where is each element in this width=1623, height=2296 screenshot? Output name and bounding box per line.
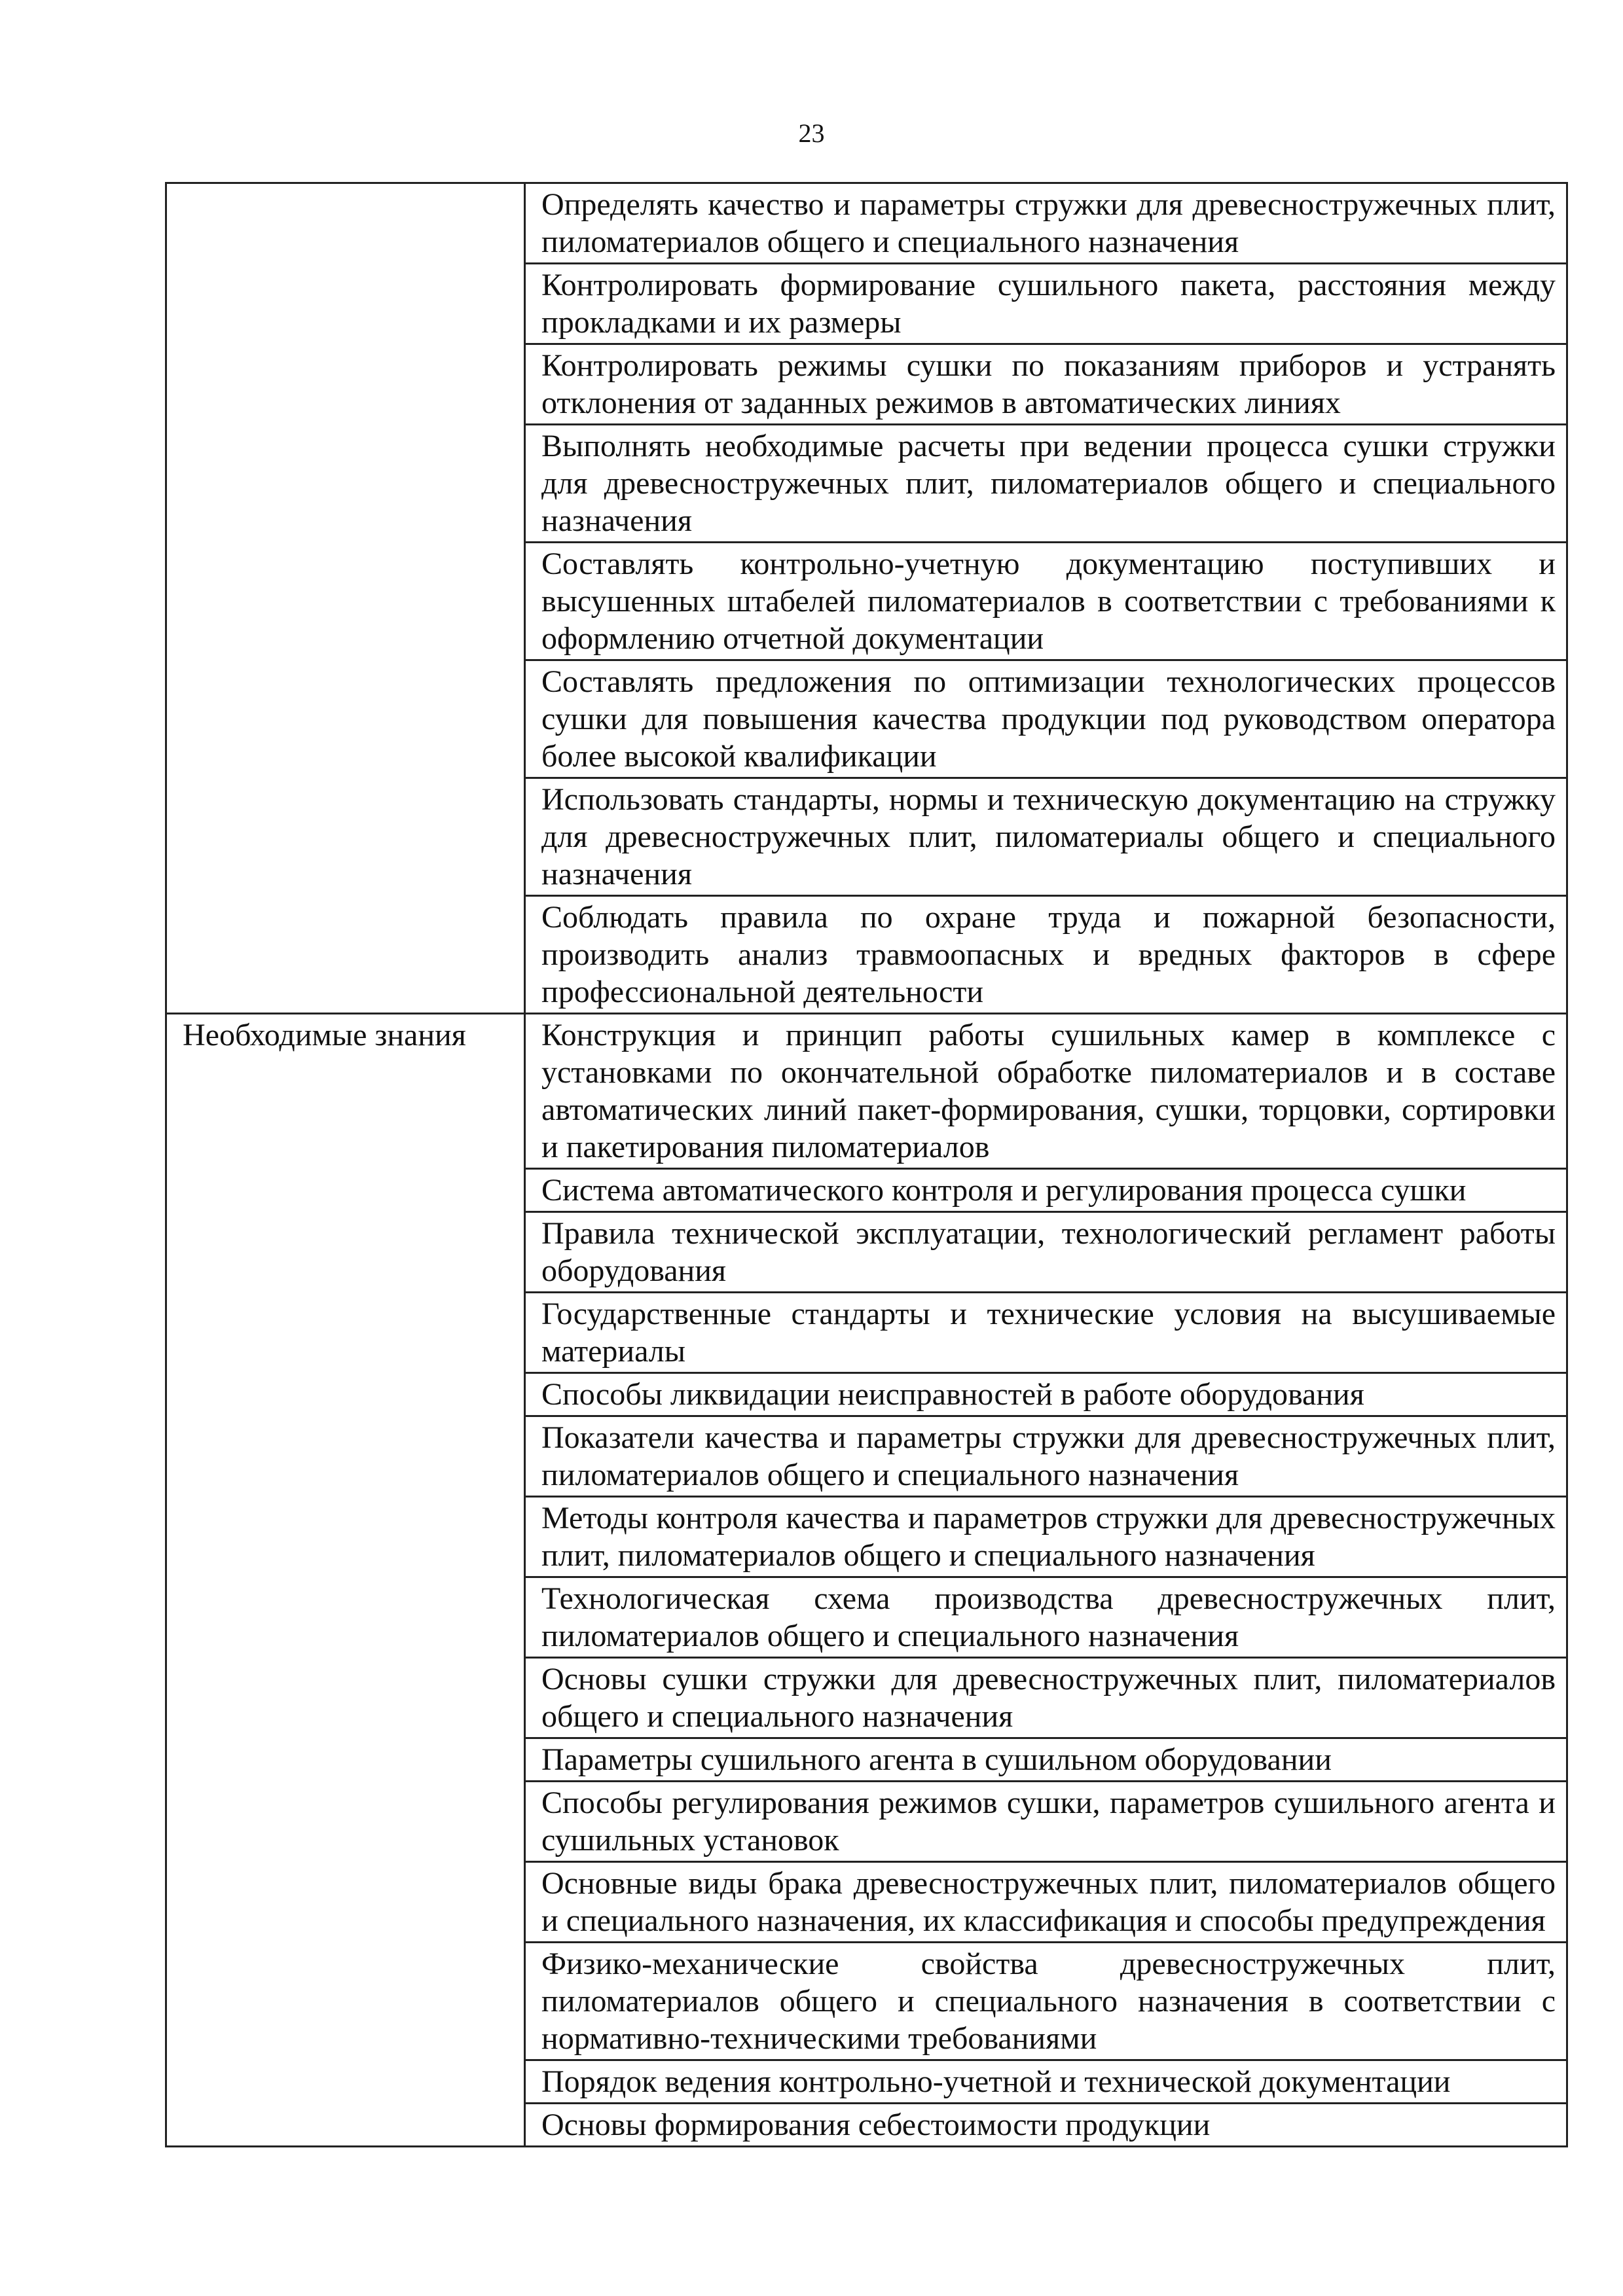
skills-item: Контролировать режимы сушки по показаниям приборов и устранять отклонения от заданных режимов в автоматических линиях [525, 344, 1567, 425]
knowledge-item: Способы регулирования режимов сушки, параметров сушильного агента и сушильных установок [525, 1782, 1567, 1862]
skills-item: Определять качество и параметры стружки для древесностружечных плит, пиломатериалов общего и специального назначения [525, 183, 1567, 264]
skills-label-cell [166, 183, 525, 1014]
knowledge-item: Технологическая схема производства древесностружечных плит, пиломатериалов общего и специального назначения [525, 1577, 1567, 1658]
knowledge-item: Физико-механические свойства древесностружечных плит, пиломатериалов общего и специального назначения в соответствии с нормативно-техническими требованиями [525, 1943, 1567, 2060]
page-number: 23 [798, 118, 825, 148]
knowledge-item: Параметры сушильного агента в сушильном оборудовании [525, 1738, 1567, 1782]
knowledge-item: Показатели качества и параметры стружки для древесностружечных плит, пиломатериалов общего и специального назначения [525, 1416, 1567, 1497]
knowledge-item: Основные виды брака древесностружечных плит, пиломатериалов общего и специального назначения, их классификация и способы предупреждения [525, 1862, 1567, 1943]
table-row [166, 1014, 1567, 1169]
knowledge-item: Порядок ведения контрольно-учетной и технической документации [525, 2060, 1567, 2104]
skills-item: Выполнять необходимые расчеты при ведении процесса сушки стружки для древесностружечных плит, пиломатериалов общего и специального назначения [525, 425, 1567, 543]
skills-item: Контролировать формирование сушильного пакета, расстояния между прокладками и их размеры [525, 264, 1567, 344]
knowledge-item: Конструкция и принцип работы сушильных камер в комплексе с установками по окончательной обработке пиломатериалов и в составе автоматических линий пакет-формирования, сушки, торцовки, сортировки и пакетирования пиломатериалов [525, 1014, 1567, 1169]
skills-item: Составлять предложения по оптимизации технологических процессов сушки для повышения качества продукции под руководством оператора более высокой квалификации [525, 660, 1567, 778]
knowledge-item: Правила технической эксплуатации, технологический регламент работы оборудования [525, 1212, 1567, 1293]
skills-item: Составлять контрольно-учетную документацию поступивших и высушенных штабелей пиломатериалов в соответствии с требованиями к оформлению отчетной документации [525, 543, 1567, 660]
table-body [166, 183, 1567, 2147]
knowledge-item: Методы контроля качества и параметров стружки для древесностружечных плит, пиломатериалов общего и специального назначения [525, 1497, 1567, 1577]
knowledge-item: Основы сушки стружки для древесностружечных плит, пиломатериалов общего и специального назначения [525, 1658, 1567, 1738]
knowledge-item: Основы формирования себестоимости продукции [525, 2104, 1567, 2147]
knowledge-item: Государственные стандарты и технические условия на высушиваемые материалы [525, 1293, 1567, 1373]
knowledge-label-cell: Необходимые знания [166, 1014, 525, 2147]
knowledge-item: Система автоматического контроля и регулирования процесса сушки [525, 1169, 1567, 1212]
skills-item: Использовать стандарты, нормы и техническую документацию на стружку для древесностружечных плит, пиломатериалы общего и специального назначения [525, 778, 1567, 896]
knowledge-item: Способы ликвидации неисправностей в работе оборудования [525, 1373, 1567, 1416]
skills-item: Соблюдать правила по охране труда и пожарной безопасности, производить анализ травмоопасных и вредных факторов в сфере профессиональной деятельности [525, 896, 1567, 1014]
table-row [166, 183, 1567, 264]
requirements-table [165, 182, 1568, 2147]
